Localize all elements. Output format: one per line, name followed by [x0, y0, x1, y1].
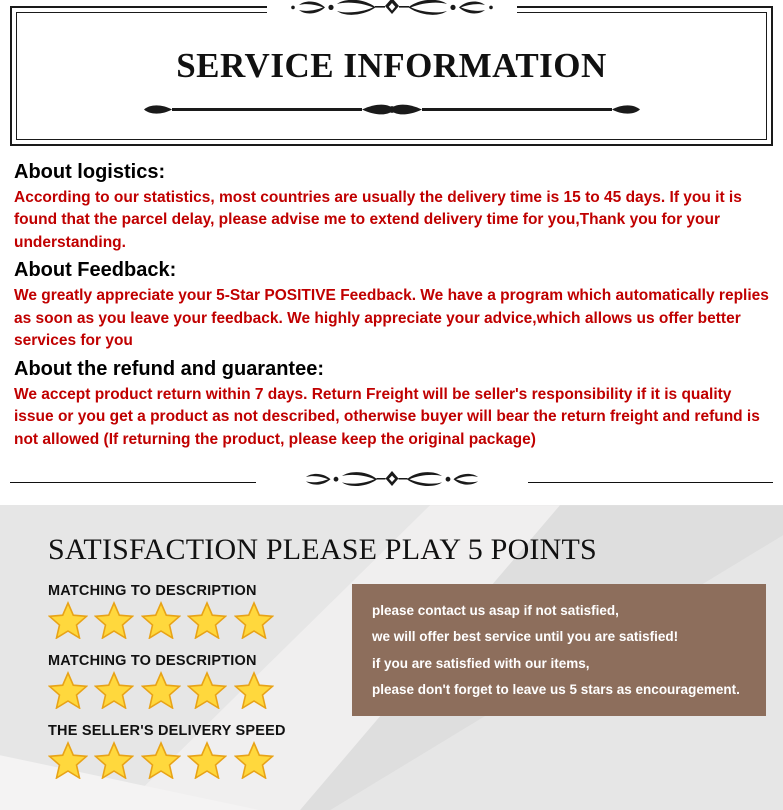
rating-row [48, 653, 286, 713]
section-divider [0, 465, 783, 499]
star-rating-2 [48, 671, 286, 713]
section-heading-feedback: About Feedback: [14, 259, 177, 282]
section-heading-refund: About the refund and guarantee: [14, 357, 324, 380]
star-icon [141, 671, 181, 713]
star-icon [94, 601, 134, 643]
star-icon [187, 741, 227, 783]
header-frame [10, 6, 773, 146]
section-body-logistics: According to our statistics, most countries are usually the delivery time is 15 to 45 days. If you it is found that the parcel delay, please advise me to extend delivery time for you,Thank you for your understanding. [14, 189, 742, 251]
page-title: SERVICE INFORMATION [176, 46, 607, 85]
rating-row [48, 723, 286, 783]
contact-note-box [352, 584, 766, 716]
rating-label: THE SELLER'S DELIVERY SPEED [48, 723, 286, 740]
star-icon [48, 601, 88, 643]
star-icon [234, 671, 274, 713]
rating-label: MATCHING TO DESCRIPTION [48, 653, 257, 670]
star-icon [141, 601, 181, 643]
star-icon [234, 601, 274, 643]
service-information-page [0, 6, 783, 798]
rating-label: MATCHING TO DESCRIPTION [48, 583, 257, 600]
section-body-feedback: We greatly appreciate your 5-Star POSITIVE Feedback. We have a program which automatically replies as soon as you leave your feedback. We highly appreciate your advice,which allows us offer better services for you [14, 287, 769, 350]
note-line: please contact us asap if not satisfied, [372, 603, 619, 618]
rating-list [48, 583, 286, 793]
information-body [14, 160, 769, 451]
flourish-ornament-divider-icon [256, 465, 528, 502]
star-icon [94, 741, 134, 783]
star-icon [141, 741, 181, 783]
note-line: please don't forget to leave us 5 stars as encouragement. [372, 681, 740, 697]
star-rating-3 [48, 741, 286, 783]
star-icon [48, 671, 88, 713]
star-icon [94, 671, 134, 713]
rating-row [48, 583, 286, 643]
note-line: we will offer best service until you are satisfied! [372, 629, 679, 645]
star-rating-1 [48, 601, 286, 643]
note-line: if you are satisfied with our items, [372, 655, 590, 671]
section-body-refund: We accept product return within 7 days. Return Freight will be seller's responsibility if it is quality issue or you get a product as not described, otherwise buyer will bear the return freight and refund is not allowed (If returning the product, please keep the original package) [14, 385, 760, 448]
star-icon [187, 601, 227, 643]
star-icon [187, 671, 227, 713]
flourish-ornament-icon [267, 0, 517, 29]
star-icon [48, 741, 88, 783]
star-icon [234, 741, 274, 783]
section-heading-logistics: About logistics: [14, 161, 166, 183]
satisfaction-title: SATISFACTION PLEASE PLAY 5 POINTS [48, 533, 597, 567]
flourish-ornament-under-icon [132, 100, 652, 131]
